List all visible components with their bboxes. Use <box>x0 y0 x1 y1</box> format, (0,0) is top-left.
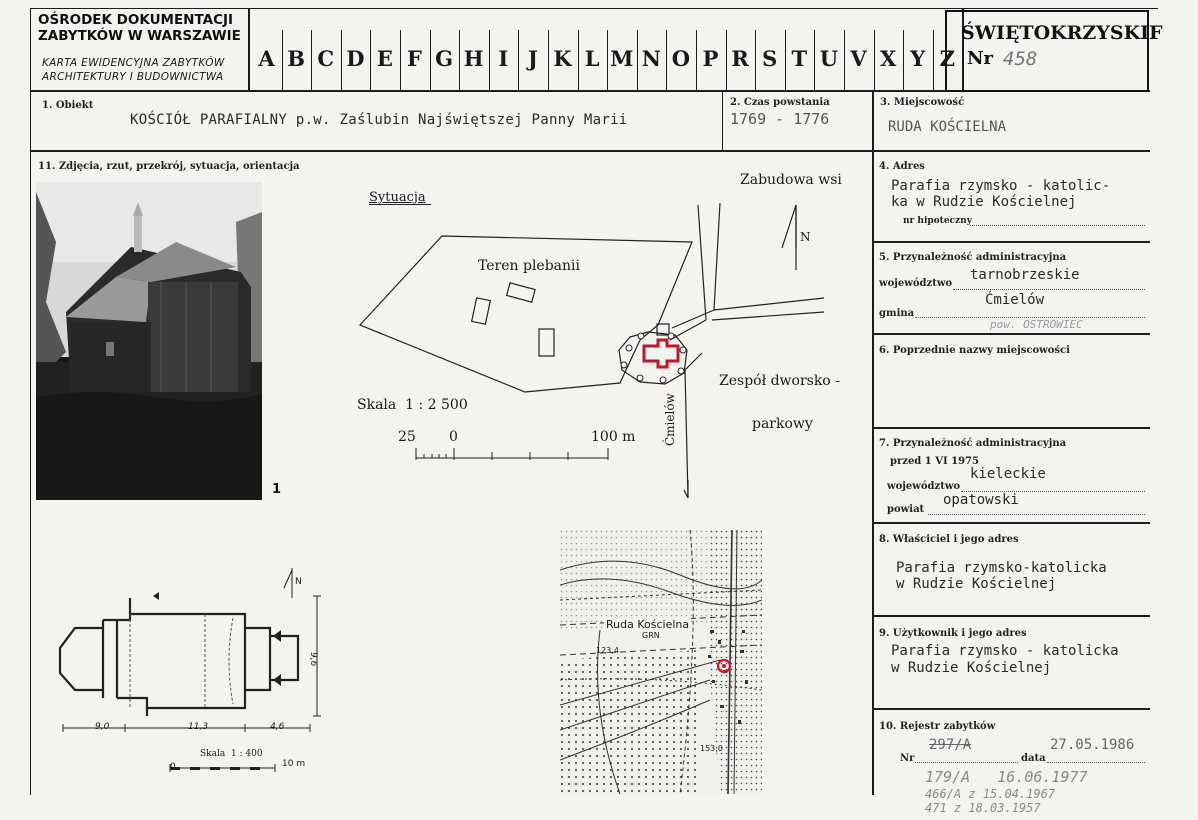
alphabet-divider <box>814 30 815 90</box>
alphabet-divider <box>459 30 460 90</box>
uzytkownik-line1: Parafia rzymsko - katolicka <box>891 643 1119 659</box>
alphabet-letter: F <box>407 46 422 71</box>
alphabet-letter: X <box>879 46 897 71</box>
row1-bottom-rule <box>30 150 1150 152</box>
manor-label-2: parkowy <box>752 416 813 432</box>
situation-title-underline <box>369 204 431 205</box>
alphabet-letter: R <box>731 46 749 71</box>
alphabet-letter: M <box>610 46 634 71</box>
gmina-label: gmina <box>879 308 915 319</box>
alphabet-letter: V <box>850 46 867 71</box>
alphabet-letter: J <box>527 46 538 71</box>
miejscowosc-value: RUDA KOŚCIELNA <box>888 119 1007 135</box>
right-column-rule <box>872 90 874 795</box>
plan-dim-side: 9,6 <box>308 652 318 667</box>
miejscowosc-label: 3. Miejscowość <box>880 97 965 108</box>
subtitle-line2: ARCHITEKTURY I BUDOWNICTWA <box>42 71 224 83</box>
obiekt-label: 1. Obiekt <box>42 100 94 111</box>
rejestr-data-field <box>1047 761 1145 763</box>
institution-line1: OŚRODEK DOKUMENTACJI <box>38 12 234 28</box>
church-photo <box>36 182 262 500</box>
wojewodztwo-field <box>953 288 1145 290</box>
powiat-field <box>928 513 1145 515</box>
alphabet-letter: Y <box>910 46 926 71</box>
alphabet-divider <box>518 30 519 90</box>
map-elev2: 153,0 <box>700 744 723 753</box>
alphabet-letter: C <box>317 46 335 71</box>
alphabet-divider <box>726 30 727 90</box>
rule-after-adres <box>872 241 1150 243</box>
institution-name <box>38 12 241 44</box>
alphabet-divider <box>341 30 342 90</box>
przed-label: przed 1 VI 1975 <box>890 456 979 467</box>
alphabet-divider <box>755 30 756 90</box>
plan-dim3: 4,6 <box>270 722 285 732</box>
zdjecia-label: 11. Zdjęcia, rzut, przekrój, sytuacja, orientacja <box>38 161 300 172</box>
scale-0: 0 <box>449 429 458 445</box>
rejestr-nr-field <box>915 761 1018 763</box>
alphabet-letter: G <box>435 46 454 71</box>
rejestr-hw-2: 466/A z 15.04.1967 <box>925 787 1056 801</box>
wlasciciel-line2: w Rudzie Kościelnej <box>896 576 1057 592</box>
floor-plan <box>55 568 330 778</box>
church-photo-drawing <box>36 182 262 500</box>
alphabet-letter: S <box>762 46 778 71</box>
scale-25: 25 <box>398 429 416 445</box>
alphabet-divider <box>637 30 638 90</box>
przyn2-label: 7. Przynależność administracyjna <box>879 438 1067 449</box>
north-arrow-icon <box>782 205 796 270</box>
alphabet-divider <box>844 30 845 90</box>
przyn-label: 5. Przynależność administracyjna <box>879 252 1067 263</box>
road-arrow-icon <box>684 480 688 498</box>
plan-scale-0: 0 <box>170 762 176 772</box>
nr-value: 458 <box>1003 48 1038 70</box>
alphabet-divider <box>370 30 371 90</box>
alphabet-letter: N <box>641 46 661 71</box>
powiat-label: powiat <box>887 504 925 515</box>
alphabet-letter: E <box>376 46 393 71</box>
czas-label: 2. Czas powstania <box>730 97 830 108</box>
topo-map-drawing <box>560 530 762 794</box>
gmina-value: Ćmielów <box>985 292 1045 308</box>
photo-number: 1 <box>272 482 282 497</box>
plan-scale: Skala 1 : 400 <box>200 749 263 759</box>
rejestr-data-label: data <box>1021 753 1046 764</box>
village-label: Zabudowa wsi <box>740 172 842 188</box>
church-marker-icon <box>644 340 678 367</box>
alphabet-divider <box>430 30 431 90</box>
obiekt-value: KOŚCIÓŁ PARAFIALNY p.w. Zaślubin Najświętszej Panny Marii <box>130 112 628 128</box>
alphabet-letter: A <box>258 46 275 71</box>
uzytkownik-line2: w Rudzie Kościelnej <box>891 660 1052 676</box>
alphabet-divider <box>311 30 312 90</box>
situation-scale: Skala 1 : 2 500 <box>357 397 468 413</box>
alphabet-divider <box>548 30 549 90</box>
plan-dim2: 11,3 <box>188 722 209 732</box>
manor-label-1: Zespół dworsko - <box>719 373 840 389</box>
region-box <box>945 10 1163 92</box>
institution-line2: ZABYTKÓW W WARSZAWIE <box>38 28 241 44</box>
alphabet-letter: Z <box>939 46 955 71</box>
frame-top <box>30 8 1158 9</box>
map-grn-label: GRN <box>642 631 660 640</box>
alphabet-divider <box>666 30 667 90</box>
alphabet-letter: U <box>819 46 839 71</box>
rule-after-przyn <box>872 333 1150 335</box>
alphabet-letter: H <box>463 46 484 71</box>
alphabet-letter: O <box>671 46 691 71</box>
plebania-label: Teren plebanii <box>478 258 580 274</box>
poprzednie-label: 6. Poprzednie nazwy miejscowości <box>879 345 1070 356</box>
hipoteczny-field <box>970 224 1145 226</box>
alphabet-letter: L <box>584 46 600 71</box>
alphabet-divider <box>785 30 786 90</box>
wojewodztwo-label: województwo <box>879 278 953 289</box>
hipoteczny-label: nr hipoteczny <box>903 216 972 226</box>
wlasciciel-label: 8. Właściciel i jego adres <box>879 534 1019 545</box>
rejestr-hw-1: 179/A 16.06.1977 <box>925 768 1088 786</box>
alphabet-letter: I <box>498 46 509 71</box>
adres-value-2: ka w Rudzie Kościelnej <box>891 194 1077 210</box>
uzytkownik-label: 9. Użytkownik i jego adres <box>879 628 1027 639</box>
topo-map <box>560 530 762 794</box>
gmina-note: pow. OSTROWIEC <box>990 318 1083 331</box>
situation-plan <box>340 160 870 505</box>
rule-after-wlasciciel <box>872 615 1150 617</box>
rejestr-label: 10. Rejestr zabytków <box>879 721 996 732</box>
wlasciciel-line1: Parafia rzymsko-katolicka <box>896 560 1107 576</box>
rejestr-nr: 297/A <box>929 737 972 753</box>
north-label: N <box>800 230 811 244</box>
rejestr-data: 27.05.1986 <box>1050 737 1135 753</box>
map-elev1: 123,4 <box>596 646 619 655</box>
wojewodztwo-value: tarnobrzeskie <box>970 267 1080 283</box>
map-place-label: Ruda Kościelna <box>606 618 690 631</box>
plan-scale-10: 10 m <box>282 759 306 769</box>
region-name: ŚWIĘTOKRZYSKIF <box>961 22 1163 44</box>
alphabet-letter: B <box>287 46 305 71</box>
alphabet-divider <box>489 30 490 90</box>
alphabet-divider <box>696 30 697 90</box>
wojewodztwo2-value: kieleckie <box>970 466 1046 482</box>
rejestr-hw-3: 471 z 18.03.1957 <box>925 801 1041 815</box>
plan-north: N <box>295 577 302 587</box>
alphabet-divider <box>578 30 579 90</box>
card-subtitle <box>42 56 225 84</box>
alphabet-divider <box>607 30 608 90</box>
czas-value: 1769 - 1776 <box>730 110 830 128</box>
wojewodztwo2-label: województwo <box>887 481 961 492</box>
situation-title: Sytuacja <box>369 190 426 205</box>
alphabet-letter: T <box>791 46 808 71</box>
adres-label: 4. Adres <box>879 161 925 172</box>
adres-value-1: Parafia rzymsko - katolic- <box>891 178 1111 194</box>
scale-bar <box>416 448 608 460</box>
nr-label: Nr <box>967 48 993 69</box>
rule-after-przyn2 <box>872 522 1150 524</box>
alphabet-letter: D <box>346 46 365 71</box>
powiat-value: opatowski <box>943 492 1019 508</box>
alphabet-divider <box>933 30 934 90</box>
rule-after-uzytkownik <box>872 708 1150 710</box>
header-divider <box>248 8 250 91</box>
alphabet-divider <box>282 30 283 90</box>
frame-left <box>30 8 31 795</box>
rejestr-nr-label: Nr <box>900 753 915 764</box>
alphabet-letter: P <box>702 46 719 71</box>
alphabet-divider <box>903 30 904 90</box>
subtitle-line1: KARTA EWIDENCYJNA ZABYTKÓW <box>42 57 225 69</box>
scale-100: 100 m <box>591 429 636 445</box>
row1-divider-a <box>722 90 723 151</box>
alphabet-divider <box>874 30 875 90</box>
rule-after-poprzednie <box>872 427 1150 429</box>
road-label: Ćmielów <box>663 393 677 446</box>
alphabet-letter: K <box>553 46 572 71</box>
plan-dim1: 9,0 <box>95 722 110 732</box>
alphabet-divider <box>400 30 401 90</box>
